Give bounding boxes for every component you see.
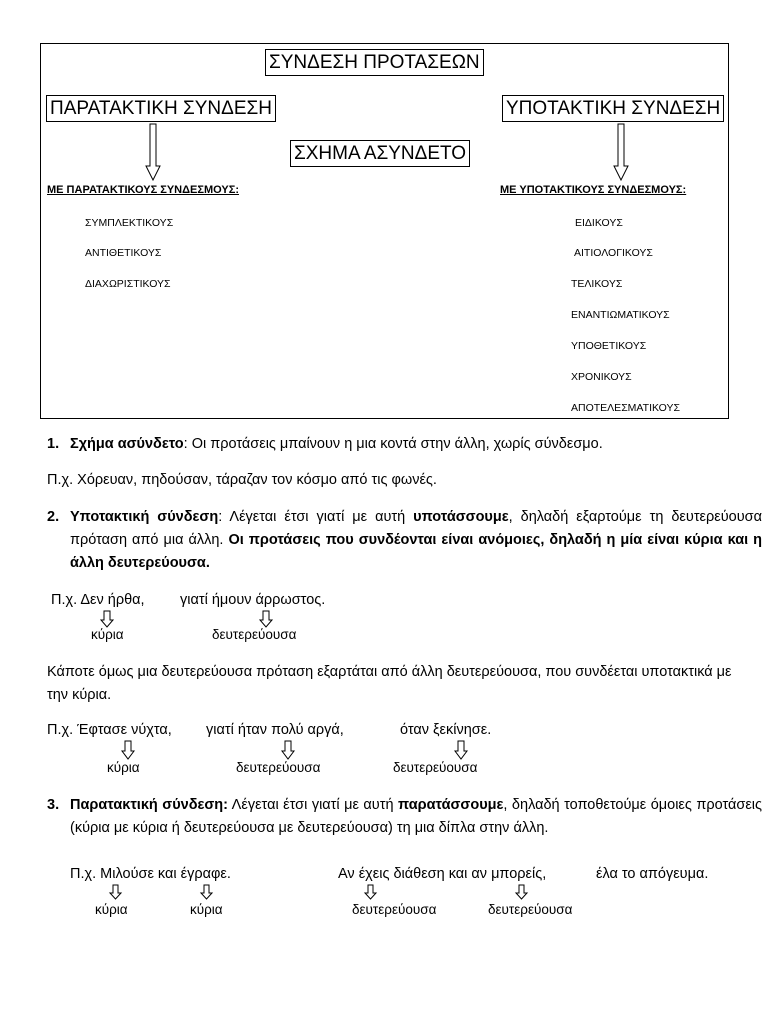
- section2-bold-verb: υποτάσσουμε: [413, 509, 509, 525]
- section2-bold-text: Οι προτάσεις που συνδέονται είναι ανόμοιες, δηλαδή η μία είναι κύρια και η άλλη δευτερεύουσα.: [70, 532, 763, 571]
- label-main: κύρια: [190, 902, 223, 917]
- section3-bold-verb: παρατάσσουμε: [398, 797, 504, 813]
- section-number: 2.: [47, 509, 60, 525]
- section3-text: , δηλαδή τοποθετούμε όμοιες προτάσεις (κύρια με κύρια ή δευτερεύουσα με δευτερεύουσα) τη μια δίπλα στην άλλη.: [70, 797, 763, 836]
- down-arrow-icon: [365, 885, 376, 899]
- down-arrow-icon: [201, 885, 212, 899]
- section2-text: , δηλαδή εξαρτούμε τη δευτερεύουσα πρόταση από μια άλλη.: [70, 509, 762, 548]
- down-arrow-icon: [110, 885, 121, 899]
- list-item: ΑΝΤΙΘΕΤΙΚΟΥΣ: [85, 247, 162, 259]
- label-sub: δευτερεύουσα: [488, 902, 573, 917]
- example3-main-clause: έλα το απόγευμα.: [596, 866, 709, 882]
- example1-sub-clause: γιατί ήμουν άρρωστος.: [180, 592, 326, 608]
- section2-note: Κάποτε όμως μια δευτερεύουσα πρόταση εξαρτάται από άλλη δευτερεύουσα, που συνδέεται υποτακτικά με την κύρια.: [47, 664, 732, 703]
- diagram-title: ΣΥΝΔΕΣΗ ΠΡΟΤΑΣΕΩΝ: [265, 49, 484, 76]
- hypotaxis-heading: ΜΕ ΥΠΟΤΑΚΤΙΚΟΥΣ ΣΥΝΔΕΣΜΟΥΣ:: [500, 184, 687, 196]
- down-arrow-icon: [614, 124, 628, 180]
- list-item: ΕΝΑΝΤΙΩΜΑΤΙΚΟΥΣ: [571, 309, 670, 321]
- down-arrow-icon: [146, 124, 160, 180]
- down-arrow-icon: [282, 741, 294, 759]
- label-main: κύρια: [95, 902, 128, 917]
- label-sub: δευτερεύουσα: [352, 902, 437, 917]
- list-item: ΑΠΟΤΕΛΕΣΜΑΤΙΚΟΥΣ: [571, 402, 680, 414]
- label-main: κύρια: [107, 760, 140, 775]
- parataxis-box: ΠΑΡΑΤΑΚΤΙΚΗ ΣΥΝΔΕΣΗ: [46, 95, 276, 122]
- section2-term: Υποτακτική σύνδεση: [70, 509, 219, 525]
- example1-main-clause: Π.χ. Δεν ήρθα,: [51, 592, 145, 608]
- example2-main-clause: Π.χ. Έφτασε νύχτα,: [47, 722, 172, 738]
- list-item: ΤΕΛΙΚΟΥΣ: [571, 278, 623, 290]
- list-item: ΣΥΜΠΛΕΚΤΙΚΟΥΣ: [85, 217, 174, 229]
- asyndeton-box: ΣΧΗΜΑ ΑΣΥΝΔΕΤΟ: [290, 140, 470, 167]
- parataxis-heading: ΜΕ ΠΑΡΑΤΑΚΤΙΚΟΥΣ ΣΥΝΔΕΣΜΟΥΣ:: [47, 184, 239, 196]
- section-number: 3.: [47, 797, 60, 813]
- section3-definition: [70, 794, 762, 840]
- down-arrow-icon: [455, 741, 467, 759]
- section3-term: Παρατακτική σύνδεση:: [70, 797, 228, 813]
- section1-term: Σχήμα ασύνδετο: [70, 436, 184, 452]
- label-main: κύρια: [91, 627, 124, 642]
- list-item: ΔΙΑΧΩΡΙΣΤΙΚΟΥΣ: [85, 278, 171, 290]
- label-sub: δευτερεύουσα: [393, 760, 478, 775]
- label-sub: δευτερεύουσα: [236, 760, 321, 775]
- section2-text: : Λέγεται έτσι γιατί με αυτή: [218, 509, 414, 525]
- list-item: ΥΠΟΘΕΤΙΚΟΥΣ: [571, 340, 647, 352]
- down-arrow-icon: [516, 885, 527, 899]
- label-sub: δευτερεύουσα: [212, 627, 297, 642]
- hypotaxis-box: ΥΠΟΤΑΚΤΙΚΗ ΣΥΝΔΕΣΗ: [502, 95, 724, 122]
- section1-text: : Οι προτάσεις μπαίνουν η μια κοντά στην άλλη, χωρίς σύνδεσμο.: [183, 436, 603, 452]
- section1-definition: [70, 433, 762, 456]
- down-arrow-icon: [260, 611, 272, 627]
- section2-definition: [70, 506, 762, 575]
- down-arrow-icon: [101, 611, 113, 627]
- section-number: 1.: [47, 436, 60, 452]
- example3-main-clauses: Π.χ. Μιλούσε και έγραφε.: [70, 866, 231, 882]
- section3-text: Λέγεται έτσι γιατί με αυτή: [227, 797, 399, 813]
- list-item: ΑΙΤΙΟΛΟΓΙΚΟΥΣ: [574, 247, 653, 259]
- list-item: ΕΙΔΙΚΟΥΣ: [575, 217, 623, 229]
- example3-sub-clauses: Αν έχεις διάθεση και αν μπορείς,: [338, 866, 547, 882]
- down-arrow-icon: [122, 741, 134, 759]
- example2-sub-clause: όταν ξεκίνησε.: [400, 722, 492, 738]
- example2-sub-clause: γιατί ήταν πολύ αργά,: [206, 722, 344, 738]
- section1-example: Π.χ. Χόρευαν, πηδούσαν, τάραζαν τον κόσμο από τις φωνές.: [47, 472, 437, 488]
- list-item: ΧΡΟΝΙΚΟΥΣ: [571, 371, 632, 383]
